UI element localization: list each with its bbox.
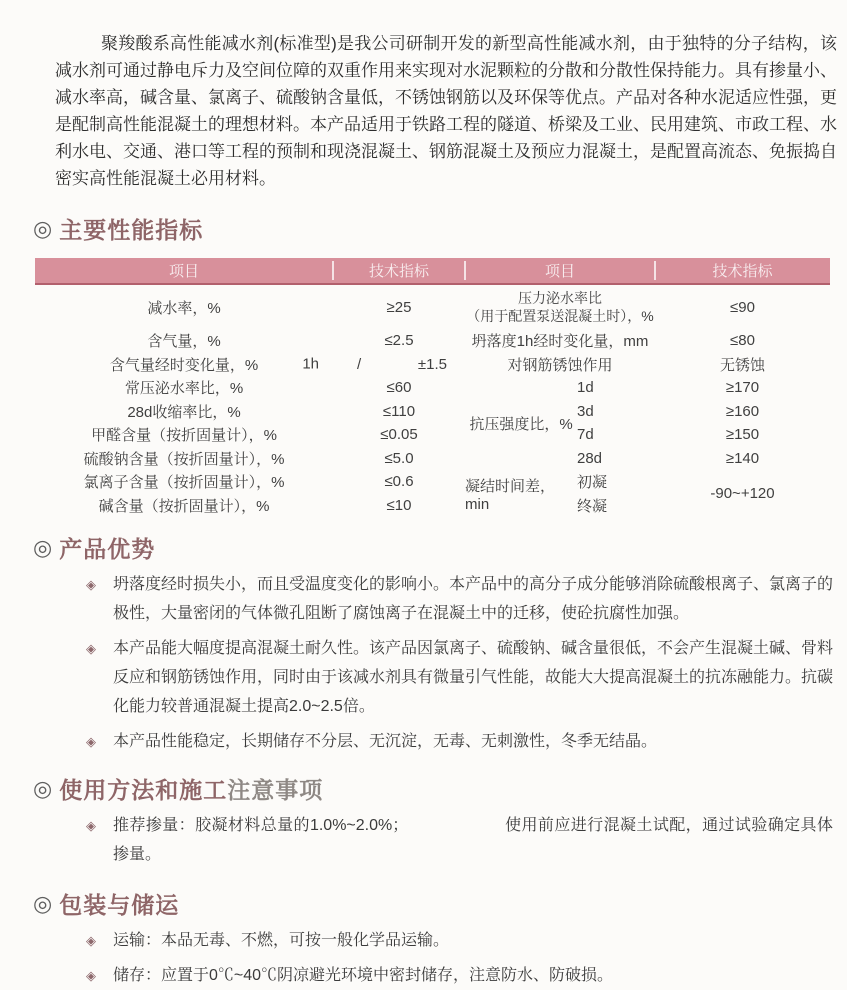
age-label: 1d (577, 379, 594, 397)
advantage-bullet (0, 727, 847, 756)
packaging-bullet (0, 961, 847, 990)
table-cell-value: ≤0.6 (384, 473, 414, 491)
value-slash: / (357, 355, 362, 373)
section-title: 产品优势 (59, 536, 156, 562)
bullet-text (113, 811, 833, 869)
table-cell-value: ≤10 (386, 496, 412, 514)
dosage-text: 推荐掺量：胶凝材料总量的1.0%~2.0%； (113, 817, 409, 834)
table-cell-value: ≥150 (725, 426, 760, 444)
initial-set-label: 初凝 (577, 474, 608, 492)
bullseye-icon: ◎ (33, 534, 53, 560)
diamond-bullet-icon: ◈ (86, 933, 96, 948)
diamond-bullet-icon: ◈ (86, 577, 96, 592)
bullet-text: 坍落度经时损失小，而且受温度变化的影响小。本产品中的高分子成分能够消除硫酸根离子、氯离子的极性，大量密闭的气体微孔阻断了腐蚀离子在混凝土中的迁移，使砼抗腐性加强。 (113, 576, 834, 622)
table-cell-item: 坍落度1h经时变化量，mm (471, 333, 649, 351)
item-line2: （用于配置泵送混凝土时），% (466, 308, 654, 324)
section-title: 使用方法和施工 (59, 777, 228, 803)
strength-ratio-group (465, 376, 655, 470)
trial-mix-text: 使用前应进行混凝土试配，通过试验确定具体掺量。 (113, 817, 833, 863)
table-cell-value: ≤5.0 (384, 449, 414, 467)
performance-table (35, 258, 830, 517)
table-cell-item: 氯离子含量（按折固量计），% (83, 474, 285, 492)
table-cell-value: ≤0.05 (380, 426, 418, 444)
table-body (35, 285, 830, 517)
header-item-left: 项目 (168, 263, 199, 280)
header-indicator-right: 技术指标 (655, 258, 830, 283)
table-cell-value: ≤80 (730, 332, 755, 350)
diamond-bullet-icon: ◈ (86, 968, 96, 983)
section-heading-usage (33, 772, 847, 805)
header-indicator-left: 技术指标 (333, 258, 465, 283)
header-item-right: 项目 (465, 258, 655, 283)
table-cell-item: 含气量，% (147, 333, 221, 351)
advantage-bullet (0, 570, 847, 628)
table-cell-value: 无锈蚀 (719, 356, 765, 374)
table-cell-value: -90~+120 (710, 485, 775, 502)
setting-subcolumn (577, 470, 655, 517)
bullseye-icon: ◎ (33, 890, 53, 916)
table-cell-value: ≤110 (382, 402, 416, 420)
packaging-bullet (0, 926, 847, 955)
item-line1: 压力泌水率比 (518, 290, 602, 306)
table-cell-item (465, 285, 655, 329)
section-title: 主要性能指标 (59, 217, 204, 243)
table-cell-item: 对钢筋锈蚀作用 (507, 356, 613, 374)
table-cell-value: ≥160 (725, 402, 760, 420)
final-set-label: 终凝 (577, 497, 608, 515)
table-cell-value: ≤2.5 (384, 332, 414, 350)
table-cell-item: 常压泌水率比，% (124, 380, 244, 398)
usage-bullet (0, 811, 847, 869)
bullet-text: 储存：应置于0℃~40℃阴凉避光环境中密封储存，注意防水、防破损。 (113, 967, 614, 984)
time-note: 1h (302, 355, 319, 373)
table-cell-value: ≥140 (725, 449, 760, 467)
table-cell-item: 减水率，% (147, 299, 221, 317)
age-label: 7d (577, 426, 594, 444)
table-cell-item: 甲醛含量（按折固量计），% (91, 427, 277, 445)
section-title: 包装与储运 (59, 892, 180, 918)
bullet-text: 本产品性能稳定，长期储存不分层、无沉淀，无毒、无刺激性，冬季无结晶。 (113, 733, 658, 750)
bullseye-icon: ◎ (33, 215, 53, 241)
group-label: 凝结时间差，min (465, 477, 556, 513)
table-cell-value: ≤60 (386, 379, 412, 397)
age-label: 28d (577, 449, 603, 467)
diamond-bullet-icon: ◈ (86, 818, 96, 833)
age-subcolumn (577, 376, 655, 470)
table-cell-value: ≤90 (730, 298, 755, 316)
intro-paragraph: 聚羧酸系高性能减水剂(标准型)是我公司研制开发的新型高性能减水剂，由于独特的分子结构，该减水剂可通过静电斥力及空间位障的双重作用来实现对水泥颗粒的分散和分散性保持能力。具有掺量小、减水率高，碱含量、氯离子、硫酸钠含量低，不锈蚀钢筋以及环保等优点。产品对各种水泥适应性强，更是配制高性能混凝土的理想材料。本产品适用于铁路工程的隧道、桥梁及工业、民用建筑、市政工程、水利水电、交通、港口等工程的预制和现浇混凝土、钢筋混凝土及预应力混凝土，是配置高流态、免振捣自密实高性能混凝土必用材料。 (55, 34, 837, 188)
item-label: 含气量经时变化量，% (109, 356, 259, 374)
bullet-text: 运输：本品无毒、不燃，可按一般化学品运输。 (113, 932, 450, 949)
advantage-bullet (0, 634, 847, 721)
group-label: 抗压强度比，% (469, 415, 573, 433)
table-cell-item: 硫酸钠含量（按折固量计），% (83, 450, 285, 468)
bullet-text: 本产品能大幅度提高混凝土耐久性。该产品因氯离子、硫酸钠、碱含量很低，不会产生混凝土碱、骨料反应和钢筋锈蚀作用，同时由于该减水剂具有微量引气性能，故能大大提高混凝土的抗冻融能力。抗碳化能力较普通混凝土提高2.0~2.5倍。 (113, 640, 834, 715)
table-header-row (35, 258, 830, 285)
table-cell-item: 28d收缩率比，% (127, 403, 241, 421)
table-cell-value: ≥25 (386, 298, 412, 316)
setting-time-group (465, 470, 655, 517)
table-cell-value (333, 353, 465, 377)
table-cell-value: ≥170 (725, 379, 760, 397)
diamond-bullet-icon: ◈ (86, 734, 96, 749)
value-tolerance: ±1.5 (417, 355, 447, 373)
section-heading-advantages (33, 531, 847, 564)
section-heading-performance (33, 212, 847, 245)
section-heading-packaging (33, 887, 847, 920)
diamond-bullet-icon: ◈ (86, 641, 96, 656)
age-label: 3d (577, 402, 594, 420)
table-cell-item: 碱含量（按折固量计），% (98, 497, 270, 515)
section-title-faded: 注意事项 (227, 777, 324, 803)
table-cell-item (35, 353, 333, 377)
bullseye-icon: ◎ (33, 775, 53, 801)
